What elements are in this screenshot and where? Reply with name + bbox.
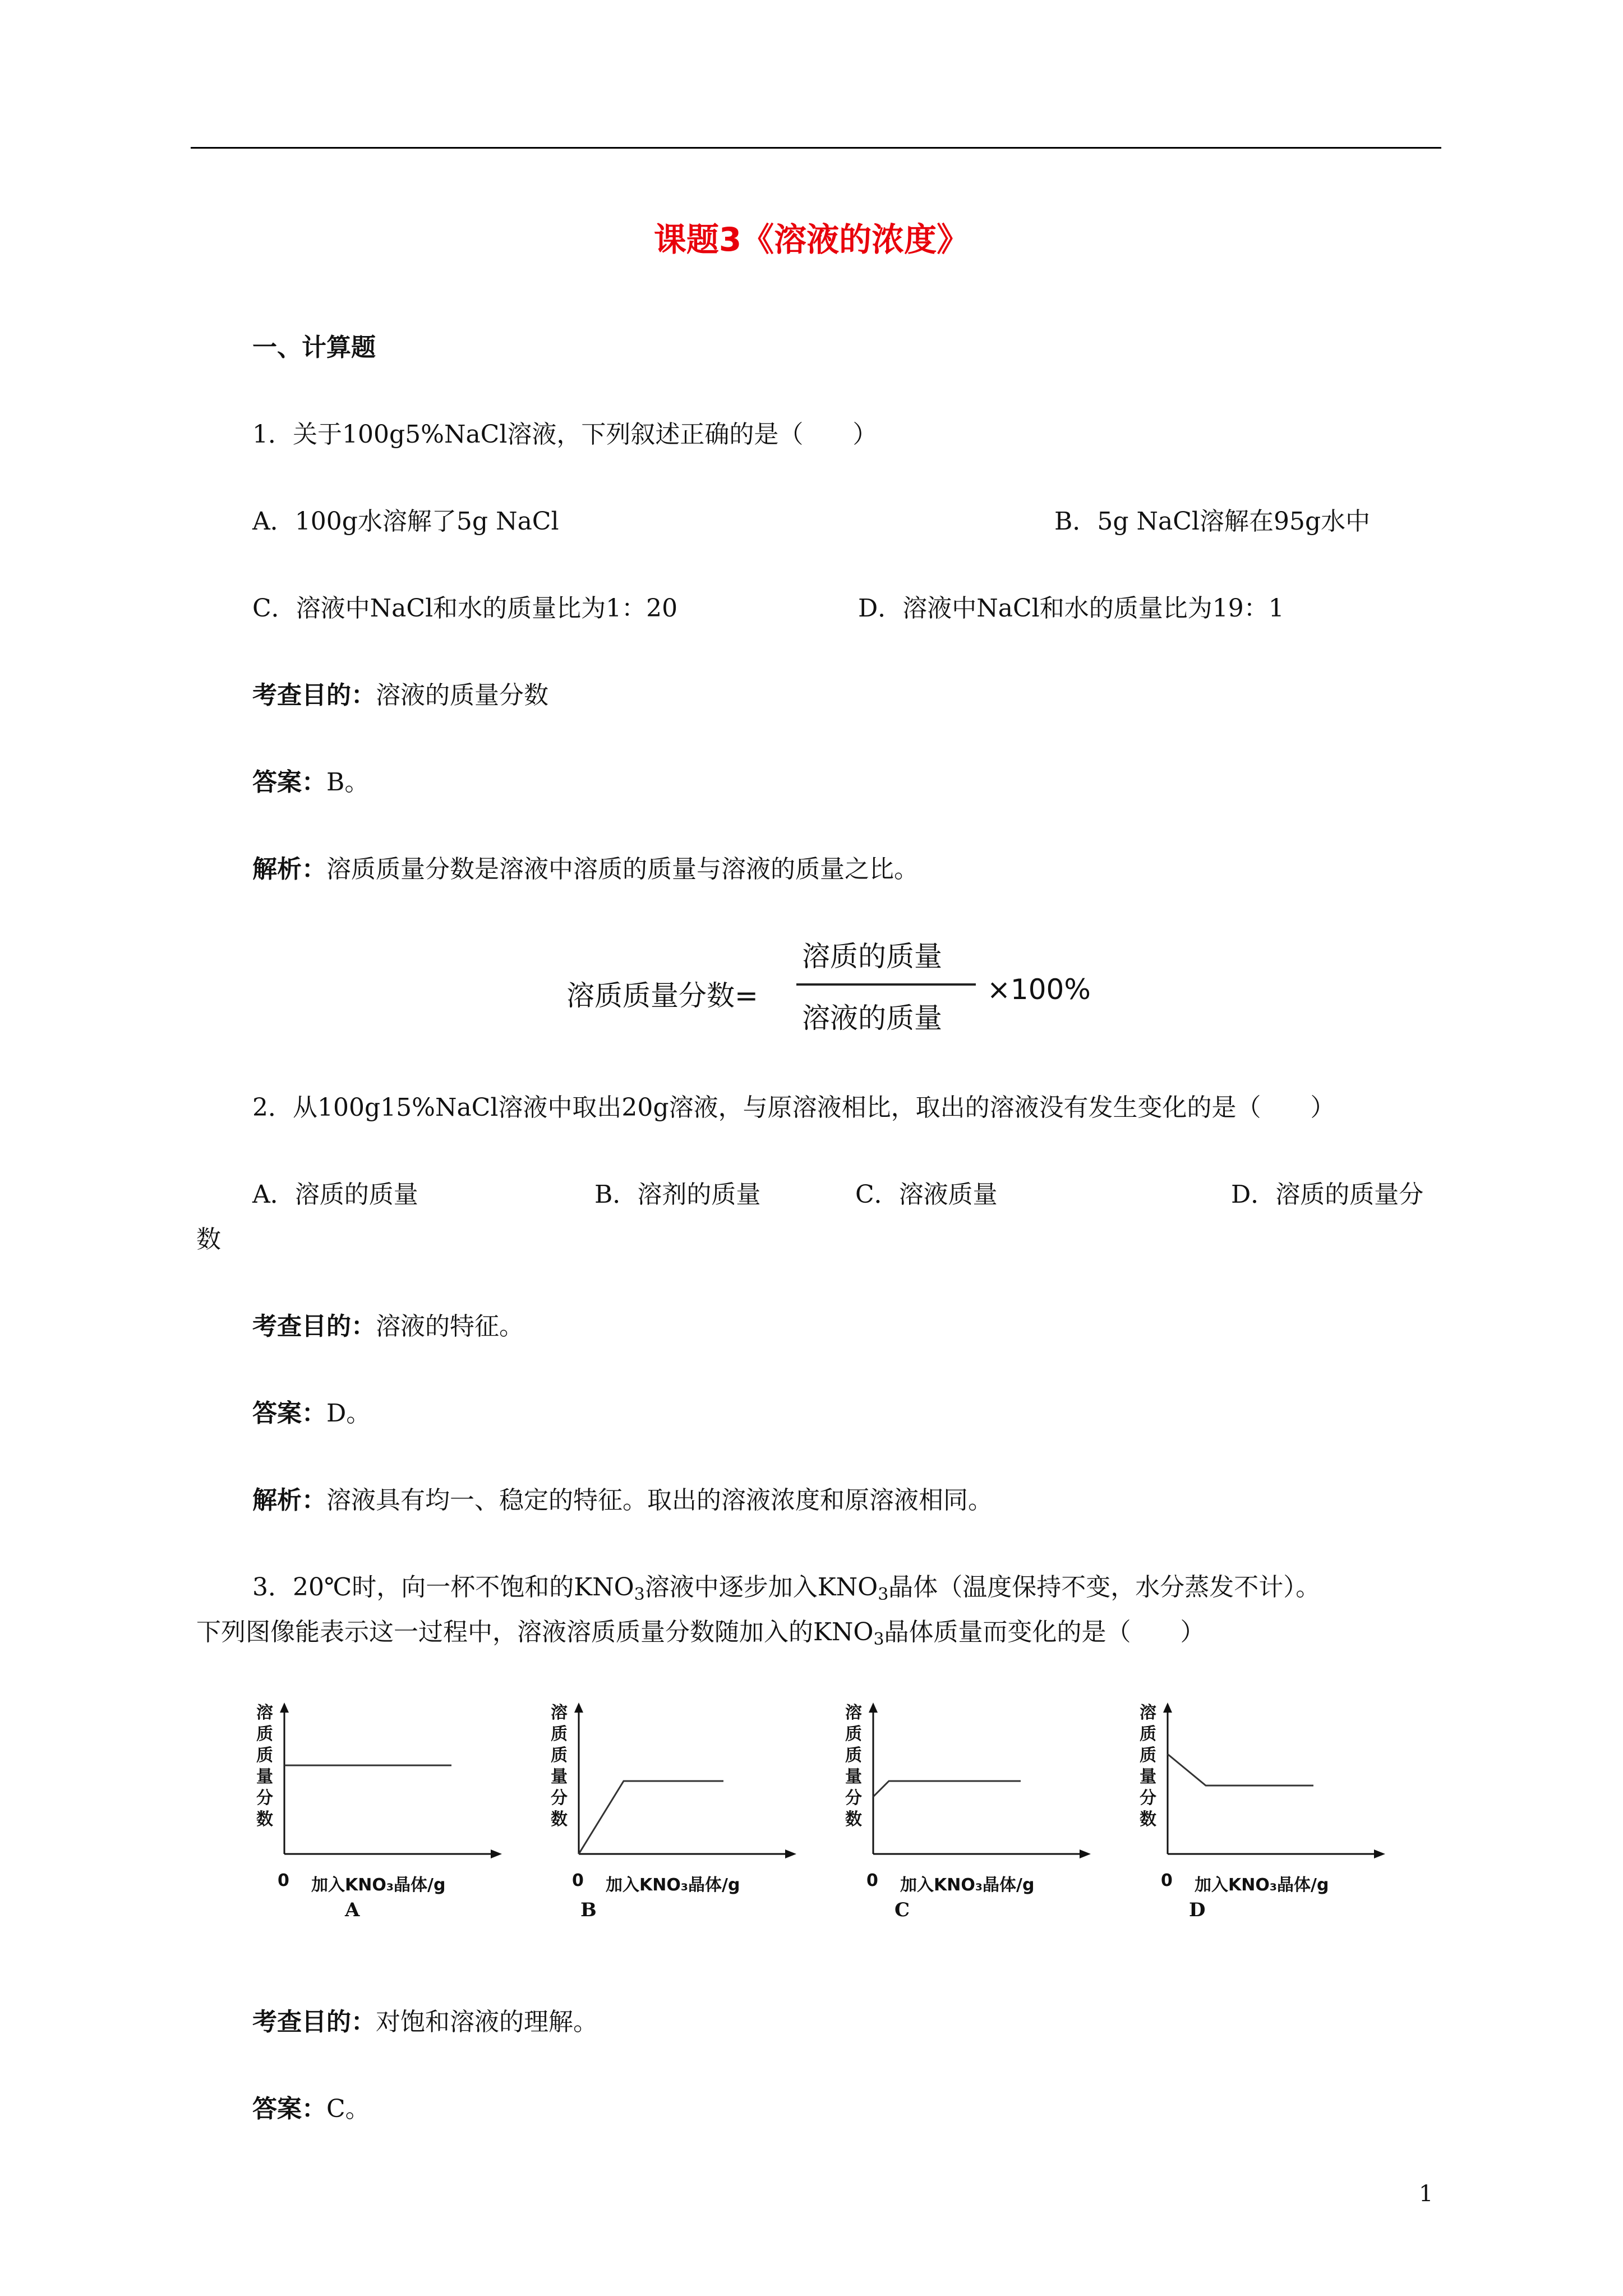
q2-purpose-label: 考查目的：	[252, 1312, 376, 1341]
q2-analysis-label: 解析：	[252, 1486, 326, 1515]
q2-option-d-wrap: 数	[196, 1225, 221, 1254]
q2-option-b: B．溶剂的质量	[594, 1180, 761, 1209]
graph-a-plot	[255, 1703, 502, 1938]
q3-stem-line1	[252, 1571, 1320, 1604]
q1-answer-text: B。	[326, 768, 370, 797]
q3-answer-text: C。	[326, 2095, 370, 2123]
graph-d-curve	[1168, 1754, 1313, 1786]
graph-d-origin: 0	[1161, 1871, 1173, 1890]
graph-d-letter: D	[1189, 1899, 1206, 1921]
graph-c-x-label: 加入KNO₃晶体/g	[900, 1875, 1035, 1895]
q1-answer	[252, 766, 369, 799]
graph-b	[550, 1703, 796, 1938]
mass-fraction-formula	[566, 934, 1091, 1046]
graph-c	[844, 1703, 1091, 1938]
q3-purpose-text: 对饱和溶液的理解。	[376, 2008, 598, 2036]
subscript-3: 3	[873, 1630, 884, 1649]
graph-a	[255, 1703, 502, 1938]
graph-b-x-label: 加入KNO₃晶体/g	[606, 1875, 740, 1895]
q3-stem-1b: 溶液中逐步加入KNO	[644, 1573, 878, 1602]
header-rule	[191, 147, 1441, 149]
graph-b-letter: B	[580, 1899, 597, 1921]
graph-b-curve	[579, 1781, 723, 1854]
q3-stem-1a: 3．20℃时，向一杯不饱和的KNO	[252, 1573, 634, 1602]
q2-option-a: A．溶质的质量	[252, 1180, 418, 1209]
formula-lhs: 溶质质量分数=	[566, 979, 758, 1012]
q2-answer-text: D。	[326, 1399, 371, 1428]
q2-option-c: C．溶液质量	[855, 1180, 998, 1209]
graph-c-origin: 0	[866, 1871, 878, 1890]
formula-numerator: 溶质的质量	[802, 940, 942, 973]
q1-answer-label: 答案：	[252, 768, 326, 797]
q1-analysis-text: 溶质质量分数是溶液中溶质的质量与溶液的质量之比。	[326, 855, 919, 884]
graph-d-y-label: 溶质质量分数	[1140, 1703, 1156, 1829]
formula-denominator: 溶液的质量	[802, 1002, 942, 1034]
graph-a-x-label: 加入KNO₃晶体/g	[311, 1875, 446, 1895]
graph-d	[1138, 1703, 1385, 1938]
page-number: 1	[1419, 2181, 1433, 2207]
graph-b-origin: 0	[572, 1871, 584, 1890]
q3-stem-line2	[196, 1616, 1205, 1649]
q2-purpose	[252, 1310, 524, 1343]
q2-stem: 2．从100g15%NaCl溶液中取出20g溶液，与原溶液相比，取出的溶液没有发生变化的是（ ）	[252, 1093, 1335, 1122]
graph-c-letter: C	[895, 1899, 910, 1921]
graph-d-x-label: 加入KNO₃晶体/g	[1195, 1875, 1329, 1895]
q2-option-d: D．溶质的质量分	[1231, 1180, 1424, 1209]
q3-answer	[252, 2092, 370, 2126]
graph-c-plot	[844, 1703, 1091, 1938]
q1-purpose	[252, 679, 548, 712]
subscript-3: 3	[878, 1585, 889, 1604]
q1-analysis-label: 解析：	[252, 855, 326, 884]
q3-purpose	[252, 2005, 598, 2039]
q1-option-b: B．5g NaCl溶解在95g水中	[1054, 507, 1371, 536]
q1-option-c: C．溶液中NaCl和水的质量比为1：20	[252, 594, 678, 623]
formula-multiplier: ×100%	[987, 973, 1091, 1006]
graph-b-y-label: 溶质质量分数	[551, 1703, 568, 1829]
graph-c-y-label: 溶质质量分数	[845, 1703, 862, 1829]
q2-analysis-text: 溶液具有均一、稳定的特征。取出的溶液浓度和原溶液相同。	[326, 1486, 993, 1515]
q1-stem: 1．关于100g5%NaCl溶液，下列叙述正确的是（ ）	[252, 420, 878, 449]
q3-stem-2b: 晶体质量而变化的是（ ）	[884, 1618, 1205, 1646]
graph-a-letter: A	[345, 1899, 360, 1921]
graph-d-plot	[1138, 1703, 1385, 1938]
q3-stem-2a: 下列图像能表示这一过程中，溶液溶质质量分数随加入的KNO	[196, 1618, 874, 1646]
q2-answer-label: 答案：	[252, 1399, 326, 1428]
subscript-3: 3	[634, 1585, 645, 1604]
q1-option-a: A．100g水溶解了5g NaCl	[252, 507, 559, 536]
graph-a-origin: 0	[278, 1871, 289, 1890]
graph-a-y-label: 溶质质量分数	[256, 1703, 273, 1829]
document-title: 课题3《溶液的浓度》	[653, 220, 970, 259]
q3-stem-1c: 晶体（温度保持不变，水分蒸发不计）。	[888, 1573, 1321, 1602]
q2-answer	[252, 1397, 371, 1430]
graph-c-curve	[873, 1781, 1021, 1797]
section-heading: 一、计算题	[252, 333, 376, 362]
q1-purpose-text: 溶液的质量分数	[376, 681, 548, 710]
q2-purpose-text: 溶液的特征。	[376, 1312, 524, 1341]
q1-purpose-label: 考查目的：	[252, 681, 376, 710]
q3-purpose-label: 考查目的：	[252, 2008, 376, 2036]
q1-option-d: D．溶液中NaCl和水的质量比为19：1	[858, 594, 1284, 623]
q1-analysis	[252, 853, 919, 886]
q2-analysis	[252, 1484, 993, 1517]
fraction-bar	[796, 983, 976, 986]
q3-answer-label: 答案：	[252, 2095, 326, 2123]
